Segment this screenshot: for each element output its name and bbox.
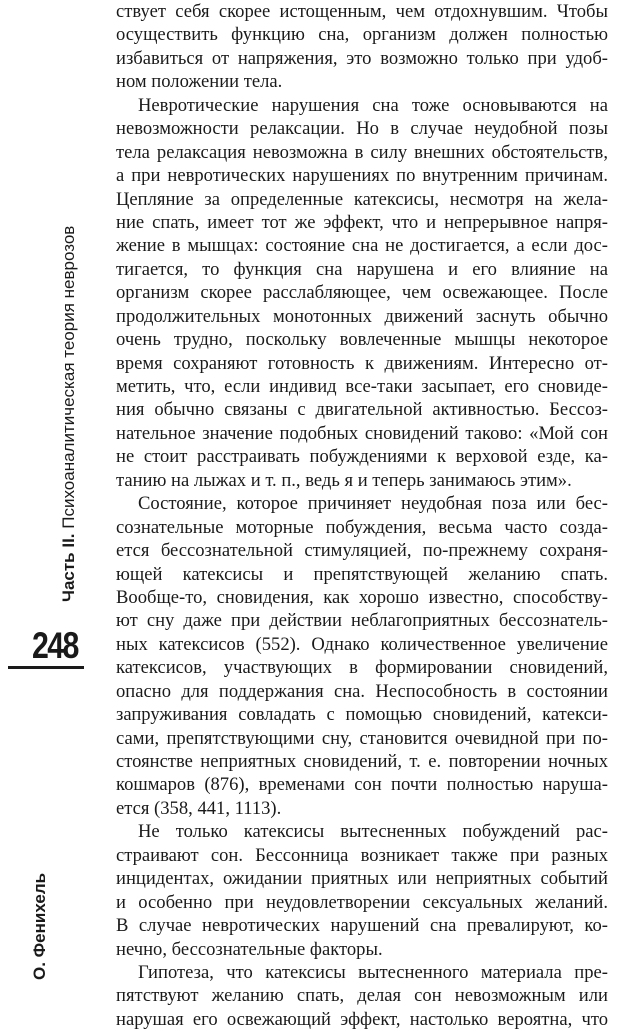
text-line: невозможности релаксации. Но в случае неудобной позы [116, 118, 608, 140]
paragraph-first-line: Не только катексисы вытесненных побуждений рас- [138, 821, 608, 843]
text-line: ных катексисов (552). Однако количественное увеличение [116, 633, 608, 655]
text-line: ющей катексисы и препятствующей желанию спать. [116, 563, 608, 585]
text-line: Цепляние за определенные катексисы, несмотря на жела- [116, 188, 608, 210]
text-line: очень трудно, поскольку вовлеченные мышцы некоторое [116, 329, 608, 351]
text-line: стоянстве неприятных сновидений, т. е. повторении ночных [116, 751, 608, 772]
text-line: запруживания совладать с помощью сновидений, катекси- [116, 704, 608, 726]
text-line: ния обычно связаны с двигательной активностью. Бессоз- [116, 399, 608, 421]
running-head-author: О. Фенихель [30, 872, 49, 980]
text-line: опасно для поддержания сна. Неспособность в состоянии [116, 680, 608, 702]
text-line: ствует себя скорее истощенным, чем отдохнувшим. Чтобы [116, 1, 608, 22]
text-line: сознательные моторные побуждения, весьма часто созда- [116, 516, 608, 538]
text-line: жение в мышцах: состояние сна не достигается, а если дос- [116, 235, 608, 257]
text-line: пятствуют желанию спать, делая сон невозможным или [116, 985, 608, 1007]
paragraph-first-line: Гипотеза, что катексисы вытесненного материала пре- [138, 961, 608, 983]
text-line: В случае невротических нарушений сна превалируют, ко- [116, 915, 608, 937]
text-line: катексисов, участвующих в формировании сновидений, [116, 657, 608, 679]
text-line: танию на лыжах и т. п., ведь я и теперь занимаюсь этим». [116, 469, 572, 491]
text-line: а при невротических нарушениях по внутренним причинам. [116, 165, 608, 187]
text-line: ется бессознательной стимуляцией, по-прежнему сохраня- [116, 540, 608, 562]
text-line: ют сну даже при действии неблагоприятных бессознатель- [116, 610, 608, 632]
text-line: страивают сон. Бессонница возникает также при разных [116, 844, 608, 866]
text-line: сами, препятствующими сну, становится очевидной при по- [116, 727, 608, 749]
text-line: инцидентах, ожидании приятных или неприятных событий [116, 868, 608, 890]
part-title: Психоаналитическая теория неврозов [59, 225, 78, 529]
text-line: продолжительных монотонных движений заснуть обычно [116, 305, 608, 327]
paragraph-first-line: Состояние, которое причиняет неудобная поза или бес- [138, 493, 608, 515]
text-line: ется (358, 441, 1113). [116, 797, 282, 819]
text-line: тела релаксация невозможна в силу внешних обстоятельств, [116, 141, 608, 163]
page-number: 248 [32, 625, 78, 666]
text-line: нечно, бессознательные факторы. [116, 938, 383, 960]
text-line: не стоит расстраивать побуждениями к верховой езде, ка- [116, 446, 608, 468]
text-line: избавиться от напряжения, это возможно только при удоб- [116, 47, 608, 69]
text-line: нательное значение подобных сновидений таково: «Мой сон [116, 422, 608, 444]
body-text [116, 0, 608, 1031]
text-line: осуществить функцию сна, организм должен полностью [116, 24, 608, 46]
text-line: ние спать, имеет тот же эффект, что и непрерывное напря- [116, 211, 608, 233]
text-line: кошмаров (876), временами сон почти полностью наруша- [116, 774, 608, 796]
text-line: время сохраняют готовность к движениям. Интересно от- [116, 352, 608, 374]
text-line: организм скорее расслабляющее, чем освежающее. После [116, 282, 608, 304]
running-head-part [58, 184, 80, 604]
text-line: метить, что, если индивид все-таки засыпает, его сновиде- [116, 376, 608, 397]
text-line: ном положении тела. [116, 71, 283, 93]
page-number-rule [8, 666, 84, 669]
text-line: нарушая его освежающий эффект, настолько вероятна, что [116, 1008, 608, 1030]
text-line: Вообще-то, сновидения, как хорошо известно, способству- [116, 586, 608, 608]
text-line: тигается, то функция сна нарушена и его влияние на [116, 258, 608, 280]
text-line: и особенно при неудовлетворении сексуальных желаний. [116, 891, 608, 913]
paragraph-first-line: Невротические нарушения сна тоже основываются на [138, 94, 608, 116]
part-label: Часть II. [59, 533, 78, 602]
